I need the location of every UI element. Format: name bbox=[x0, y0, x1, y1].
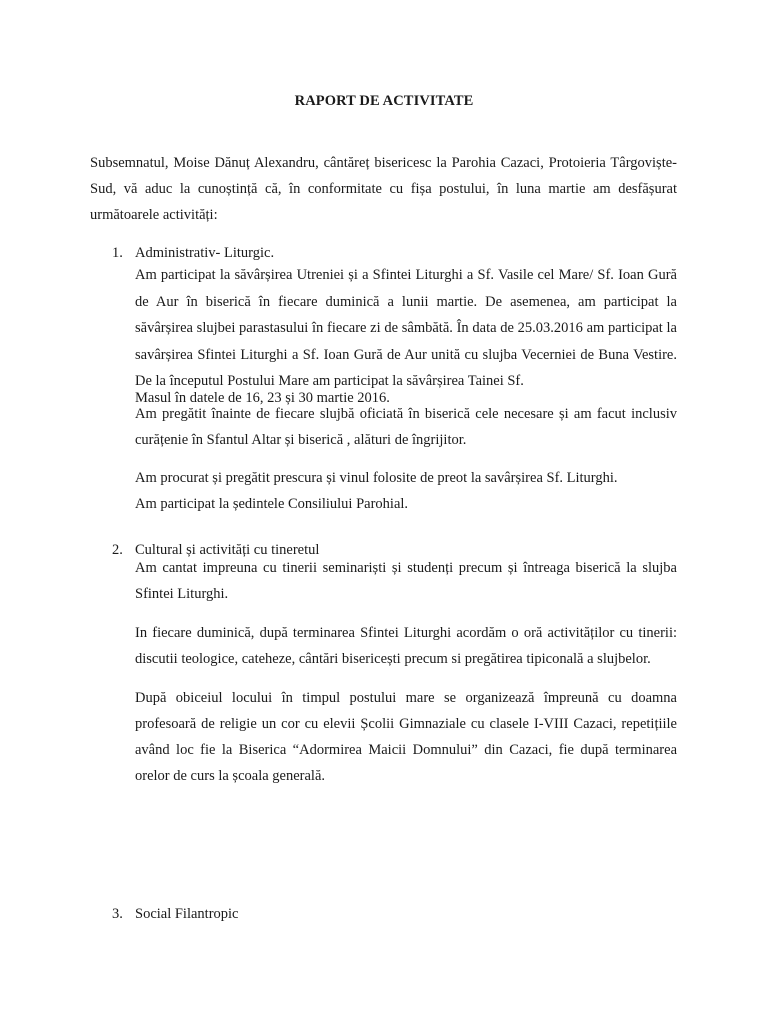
section-paragraph: Am participat la ședintele Consiliului Parohial. bbox=[135, 495, 409, 512]
section-administrativ-liturgic bbox=[90, 244, 677, 517]
section-number: 2. bbox=[112, 542, 123, 558]
section-number: 1. bbox=[112, 245, 123, 261]
section-paragraph: Am cantat impreuna cu tinerii seminariști și studenți precum și întreaga biserică la slujba Sfintei Liturghi. bbox=[135, 560, 677, 602]
section-heading: Cultural și activități cu tineretul bbox=[135, 542, 320, 558]
section-paragraph: Am pregătit înainte de fiecare slujbă oficiată în biserică cele necesare și am facut inclusiv curățenie în Sfantul Altar și biserică , alături de îngrijitor. bbox=[135, 405, 677, 448]
section-paragraph: Am procurat și pregătit prescura și vinul folosite de preot la savârșirea Sf. Liturghi. bbox=[135, 469, 618, 486]
section-social-filantropic bbox=[90, 905, 677, 923]
section-heading: Social Filantropic bbox=[135, 906, 239, 922]
section-cultural bbox=[90, 541, 677, 789]
section-paragraph: După obiceiul locului în timpul postului mare se organizează împreună cu doamna profesoară de religie un cor cu elevii Școlii Gimnaziale cu clasele I-VIII Cazaci, repetițiile având loc fie la Biserica “Adormirea Maicii Domnului” din Cazaci, fie după terminarea orelor de curs la școala generală. bbox=[135, 690, 677, 784]
section-heading: Administrativ- Liturgic. bbox=[135, 245, 275, 261]
section-paragraph: Masul în datele de 16, 23 și 30 martie 2016. bbox=[135, 389, 390, 406]
section-paragraph: In fiecare duminică, după terminarea Sfintei Liturghi acordăm o oră activităților cu tinerii: discutii teologice, cateheze, cântări bisericești precum si pregătirea tipiconală a slujbelor. bbox=[135, 625, 677, 667]
section-number: 3. bbox=[112, 906, 123, 922]
document-title: RAPORT DE ACTIVITATE bbox=[294, 93, 474, 109]
section-paragraph: Am participat la săvârșirea Utreniei și a Sfintei Liturghi a Sf. Vasile cel Mare/ Sf. Ioan Gură de Aur în biserică în fiecare duminică a lunii martie. De asemenea, am participat la săvârșirea slujbei parastasului în fiecare zi de sâmbătă. În data de 25.03.2016 am participat la savârșirea Sfintei Liturghi a Sf. Ioan Gură de Aur unită cu slujba Vecerniei de Buna Vestire. De la începutul Postului Mare am participat la săvârșirea Tainei Sf. bbox=[135, 267, 677, 389]
intro-paragraph: Subsemnatul, Moise Dănuț Alexandru, cântăreț bisericesc la Parohia Cazaci, Protoieria Târgoviște- Sud, vă aduc la cunoștință că, în conformitate cu fișa postului, în luna martie am desfășurat următoarele activități: bbox=[90, 155, 677, 223]
